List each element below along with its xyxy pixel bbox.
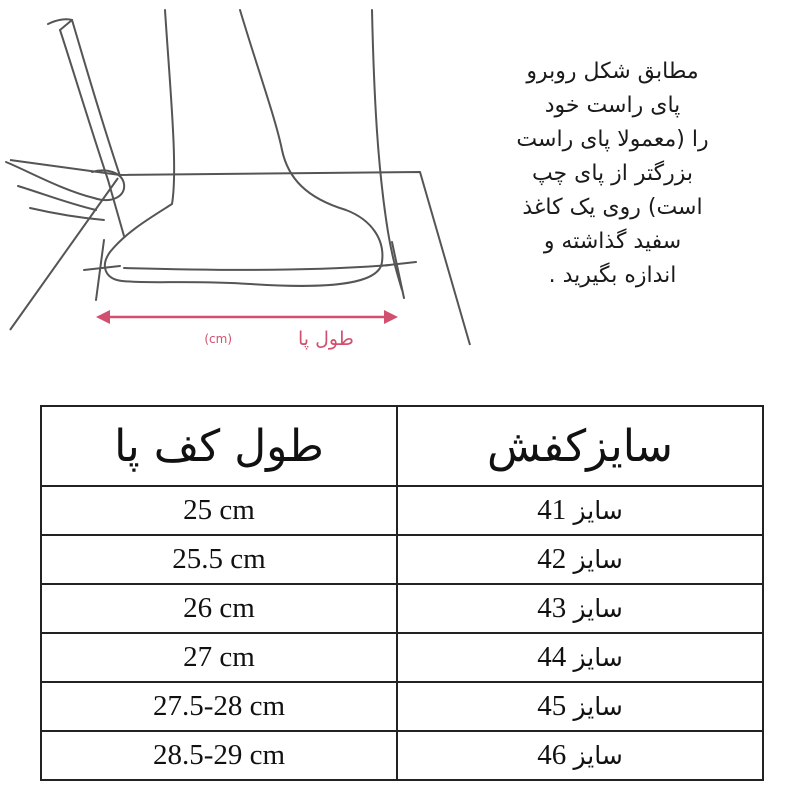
foot-measurement-illustration (0, 0, 480, 360)
foot-length-cell: 27.5-28 cm (41, 682, 397, 731)
table-row (41, 633, 763, 682)
instruction-line: سفید گذاشته و (543, 229, 682, 254)
size-chart-table (40, 405, 764, 781)
foot-length-label: طول پا (298, 328, 354, 350)
instruction-line: بزرگتر از پای چپ (531, 161, 694, 186)
size-number: 42 (537, 543, 567, 575)
size-number: 46 (537, 739, 567, 771)
size-number: 45 (537, 690, 567, 722)
length-arrow (96, 310, 398, 324)
size-number: 43 (537, 592, 567, 624)
table-header-row (41, 406, 763, 486)
hand-with-pen-icon (6, 19, 124, 236)
size-word: سایز (573, 692, 623, 721)
table-row (41, 486, 763, 535)
shoe-size-cell (397, 633, 763, 682)
foot-length-unit: (cm) (204, 332, 232, 346)
shoe-size-cell (397, 731, 763, 780)
header-shoe-size: سایزکفش (397, 406, 763, 486)
size-word: سایز (573, 594, 623, 623)
shoe-size-cell (397, 535, 763, 584)
table-row (41, 535, 763, 584)
foot-length-cell: 28.5-29 cm (41, 731, 397, 780)
shoe-size-cell (397, 486, 763, 535)
size-number: 44 (537, 641, 567, 673)
shoe-size-cell (397, 584, 763, 633)
table-row (41, 731, 763, 780)
size-word: سایز (573, 643, 623, 672)
instruction-line: اندازه بگیرید . (548, 263, 677, 288)
shoe-size-cell (397, 682, 763, 731)
size-word: سایز (573, 496, 623, 525)
instruction-line: را (معمولا پای راست (516, 127, 709, 152)
table-row (41, 682, 763, 731)
size-word: سایز (573, 545, 623, 574)
size-word: سایز (573, 741, 623, 770)
instruction-line: است) روی یک کاغذ (522, 195, 703, 220)
foot-length-cell: 25 cm (41, 486, 397, 535)
measurement-instructions (455, 55, 770, 293)
foot-length-cell: 25.5 cm (41, 535, 397, 584)
size-number: 41 (537, 494, 567, 526)
foot-length-cell: 27 cm (41, 633, 397, 682)
header-foot-length: طول کف پا (41, 406, 397, 486)
foot-length-cell: 26 cm (41, 584, 397, 633)
foot-outline (84, 10, 416, 300)
instruction-line: پای راست خود (544, 93, 681, 118)
table-row (41, 584, 763, 633)
instruction-line: مطابق شکل روبرو (526, 59, 699, 84)
